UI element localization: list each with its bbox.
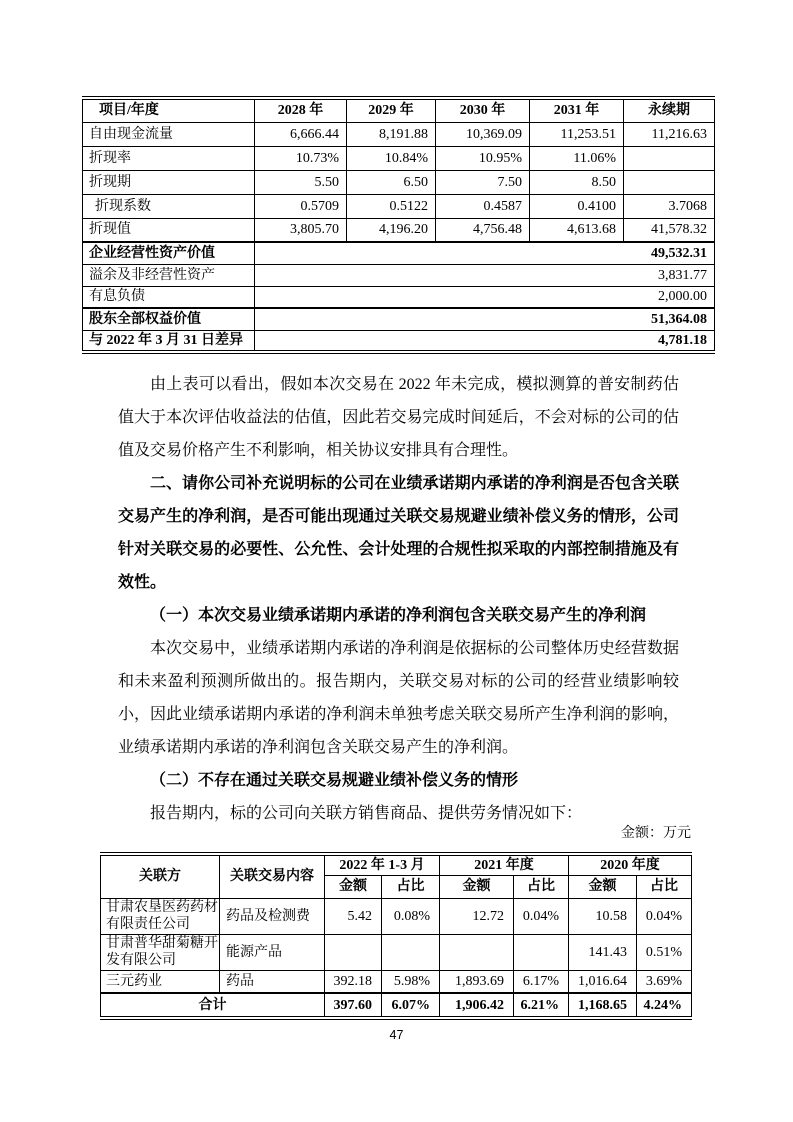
header-cell: 项目/年度 bbox=[83, 98, 255, 122]
cell-value: 3,831.77 bbox=[255, 264, 715, 286]
total-label: 合计 bbox=[101, 993, 325, 1018]
cell-value: 6.21% bbox=[514, 993, 569, 1018]
cell-value: 5.42 bbox=[325, 898, 382, 934]
paragraph: 本次交易中，业绩承诺期内承诺的净利润是依据标的公司整体历史经营数据和未来盈利预测所做出的。报告期内，关联交易对标的公司的经营业绩影响较小，因此业绩承诺期内承诺的净利润未单独考虑关联交易所产生净利润的影响，业绩承诺期内承诺的净利润包含关联交易产生的净利润。 bbox=[118, 640, 679, 756]
header-cell: 2021 年度 bbox=[440, 854, 569, 875]
subsection-heading: （二）不存在通过关联交易规避业绩补偿义务的情形 bbox=[150, 772, 519, 789]
transaction-content: 能源产品 bbox=[220, 934, 325, 970]
paragraph: 由上表可以看出，假如本次交易在 2022 年未完成，模拟测算的普安制药估值大于本次评估收益法的估值，因此若交易完成时间延后，不会对标的公司的估值及交易价格产生不利影响，相关协议安排具有合理性。 bbox=[118, 376, 679, 459]
header-cell: 关联方 bbox=[101, 854, 220, 898]
cell-value: 0.51% bbox=[637, 934, 692, 970]
valuation-table bbox=[82, 96, 715, 354]
cell-value: 5.50 bbox=[255, 170, 347, 194]
cell-value: 10.58 bbox=[569, 898, 637, 934]
cell-value bbox=[624, 146, 715, 170]
cell-value: 4,613.68 bbox=[530, 218, 624, 242]
header-cell: 关联交易内容 bbox=[220, 854, 325, 898]
header-cell: 2030 年 bbox=[436, 98, 530, 122]
page-number: 47 bbox=[389, 1028, 404, 1042]
table-row bbox=[83, 218, 715, 242]
cell-value: 4,756.48 bbox=[436, 218, 530, 242]
cell-value: 0.08% bbox=[382, 898, 440, 934]
cell-value: 141.43 bbox=[569, 934, 637, 970]
header-cell: 2031 年 bbox=[530, 98, 624, 122]
unit-note: 金额：万元 bbox=[621, 826, 691, 841]
header-cell: 永续期 bbox=[624, 98, 715, 122]
table-row bbox=[101, 934, 692, 970]
cell-value: 10.73% bbox=[255, 146, 347, 170]
body-text bbox=[118, 362, 679, 830]
cell-value: 0.04% bbox=[514, 898, 569, 934]
row-label: 折现值 bbox=[83, 218, 255, 242]
cell-value: 1,168.65 bbox=[569, 993, 637, 1018]
row-label: 折现率 bbox=[83, 146, 255, 170]
cell-value: 2,000.00 bbox=[255, 286, 715, 308]
header-cell: 占比 bbox=[382, 875, 440, 898]
table-row bbox=[83, 170, 715, 194]
table-row bbox=[101, 898, 692, 934]
paragraph: 报告期内，标的公司向关联方销售商品、提供劳务情况如下： bbox=[150, 805, 583, 822]
cell-value: 0.04% bbox=[637, 898, 692, 934]
table-row bbox=[83, 308, 715, 330]
related-party-name: 甘肃农垦医药药材有限责任公司 bbox=[101, 898, 220, 934]
cell-value: 0.4100 bbox=[530, 194, 624, 218]
cell-value: 397.60 bbox=[325, 993, 382, 1018]
cell-value: 1,016.64 bbox=[569, 970, 637, 993]
row-label: 自由现金流量 bbox=[83, 122, 255, 146]
table-row bbox=[83, 264, 715, 286]
row-label: 折现期 bbox=[83, 170, 255, 194]
row-label: 溢余及非经营性资产 bbox=[83, 264, 255, 286]
header-cell: 占比 bbox=[514, 875, 569, 898]
cell-value: 4,196.20 bbox=[347, 218, 436, 242]
cell-value bbox=[440, 934, 514, 970]
row-label: 折现系数 bbox=[83, 194, 255, 218]
row-label: 有息负债 bbox=[83, 286, 255, 308]
table-row bbox=[83, 286, 715, 308]
subsection-heading: （一）本次交易业绩承诺期内承诺的净利润包含关联交易产生的净利润 bbox=[150, 607, 647, 624]
row-label: 股东全部权益价值 bbox=[83, 308, 255, 330]
cell-value: 51,364.08 bbox=[255, 308, 715, 330]
cell-value: 11.06% bbox=[530, 146, 624, 170]
cell-value: 6.17% bbox=[514, 970, 569, 993]
transaction-content: 药品及检测费 bbox=[220, 898, 325, 934]
cell-value: 3.7068 bbox=[624, 194, 715, 218]
cell-value: 4,781.18 bbox=[255, 330, 715, 352]
section-heading: 二、请你公司补充说明标的公司在业绩承诺期内承诺的净利润是否包含关联交易产生的净利润，是否可能出现通过关联交易规避业绩补偿义务的情形，公司针对关联交易的必要性、公允性、会计处理的合规性拟采取的内部控制措施及有效性。 bbox=[118, 475, 679, 591]
cell-value: 0.4587 bbox=[436, 194, 530, 218]
cell-value: 10.95% bbox=[436, 146, 530, 170]
header-cell: 2020 年度 bbox=[569, 854, 692, 875]
cell-value: 10,369.09 bbox=[436, 122, 530, 146]
header-cell: 金额 bbox=[569, 875, 637, 898]
cell-value: 11,253.51 bbox=[530, 122, 624, 146]
table-row bbox=[83, 242, 715, 264]
table-row bbox=[83, 330, 715, 352]
cell-value bbox=[382, 934, 440, 970]
table-header-row bbox=[101, 854, 692, 875]
cell-value: 6.07% bbox=[382, 993, 440, 1018]
related-party-name: 甘肃普华甜菊糖开发有限公司 bbox=[101, 934, 220, 970]
table-row bbox=[83, 122, 715, 146]
cell-value: 5.98% bbox=[382, 970, 440, 993]
cell-value: 10.84% bbox=[347, 146, 436, 170]
table-row bbox=[101, 970, 692, 993]
cell-value: 1,906.42 bbox=[440, 993, 514, 1018]
header-cell: 2028 年 bbox=[255, 98, 347, 122]
cell-value: 12.72 bbox=[440, 898, 514, 934]
cell-value: 4.24% bbox=[637, 993, 692, 1018]
cell-value: 3,805.70 bbox=[255, 218, 347, 242]
cell-value: 6,666.44 bbox=[255, 122, 347, 146]
cell-value: 49,532.31 bbox=[255, 242, 715, 264]
header-cell: 2022 年 1-3 月 bbox=[325, 854, 440, 875]
table-row bbox=[83, 194, 715, 218]
header-cell: 金额 bbox=[440, 875, 514, 898]
cell-value bbox=[624, 170, 715, 194]
cell-value: 8.50 bbox=[530, 170, 624, 194]
row-label: 与 2022 年 3 月 31 日差异 bbox=[83, 330, 255, 352]
cell-value bbox=[514, 934, 569, 970]
table-total-row bbox=[101, 993, 692, 1018]
related-party-table bbox=[100, 852, 692, 1020]
cell-value: 7.50 bbox=[436, 170, 530, 194]
cell-value: 11,216.63 bbox=[624, 122, 715, 146]
table-row bbox=[83, 146, 715, 170]
cell-value: 392.18 bbox=[325, 970, 382, 993]
related-party-name: 三元药业 bbox=[101, 970, 220, 993]
header-cell: 2029 年 bbox=[347, 98, 436, 122]
table-header-row bbox=[83, 98, 715, 122]
cell-value: 41,578.32 bbox=[624, 218, 715, 242]
cell-value: 6.50 bbox=[347, 170, 436, 194]
cell-value: 8,191.88 bbox=[347, 122, 436, 146]
cell-value: 0.5122 bbox=[347, 194, 436, 218]
cell-value: 1,893.69 bbox=[440, 970, 514, 993]
header-cell: 占比 bbox=[637, 875, 692, 898]
header-cell: 金额 bbox=[325, 875, 382, 898]
transaction-content: 药品 bbox=[220, 970, 325, 993]
cell-value: 0.5709 bbox=[255, 194, 347, 218]
cell-value bbox=[325, 934, 382, 970]
row-label: 企业经营性资产价值 bbox=[83, 242, 255, 264]
cell-value: 3.69% bbox=[637, 970, 692, 993]
